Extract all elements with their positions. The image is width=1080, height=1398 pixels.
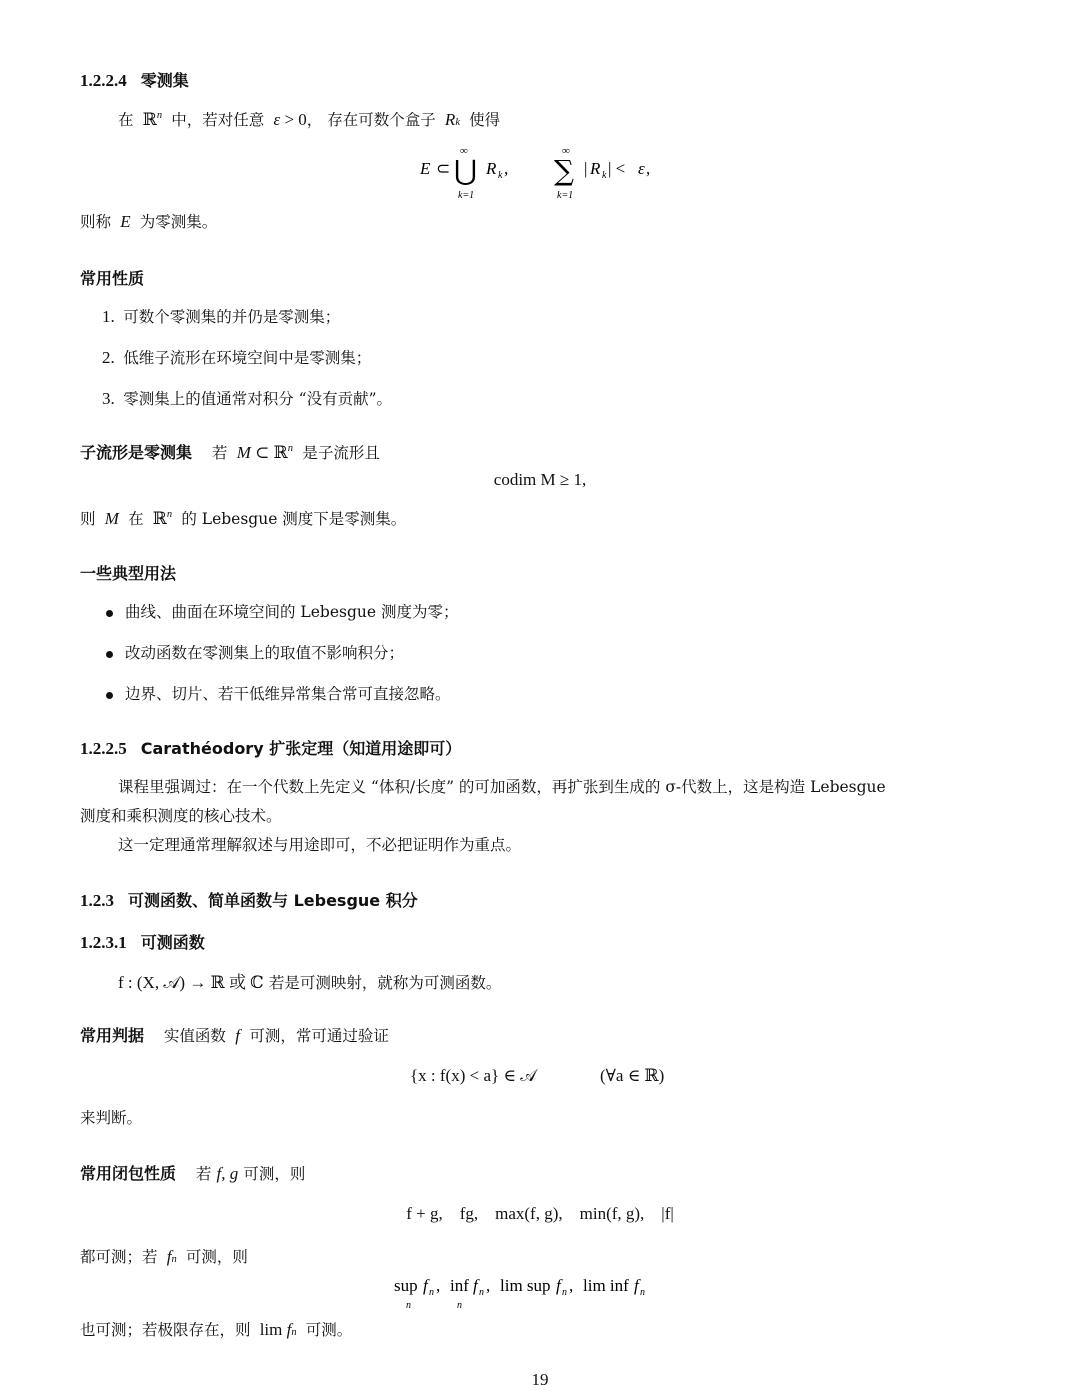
item-text: 改动函数在零测集上的取值不影响积分； bbox=[125, 644, 405, 662]
usage-item bbox=[106, 641, 404, 663]
section-title: Carathéodory 扩张定理（知道用途即可） bbox=[140, 739, 462, 758]
svg-text:sup: sup bbox=[394, 1276, 418, 1295]
item-text: 可数个零测集的并仍是零测集； bbox=[123, 308, 341, 326]
item-text: 低维子流形在环境空间中是零测集； bbox=[123, 349, 372, 367]
section-number: 1.2.3 bbox=[80, 891, 114, 910]
null-set-conclusion: 则称 E 为零测集。 bbox=[80, 212, 218, 231]
svg-text:,: , bbox=[436, 1276, 441, 1295]
closure-end: 也可测；若极限存在，则 lim fn 可测。 bbox=[80, 1320, 353, 1339]
svg-text:R: R bbox=[486, 159, 497, 178]
section-heading-123 bbox=[80, 888, 418, 911]
property-item: 3. 零测集上的值通常对积分 “没有贡献”。 bbox=[102, 389, 393, 408]
paragraph-heading: 常用判据 bbox=[80, 1026, 145, 1045]
text: 则称 bbox=[80, 213, 112, 231]
submanifold-statement: 子流形是零测集 若 M ⊂ ℝ$^n$ 是子流形且 bbox=[80, 443, 380, 462]
criterion-statement: 常用判据 实值函数 f 可测，常可通过验证 bbox=[80, 1026, 389, 1045]
section-heading-1231 bbox=[80, 930, 205, 953]
svg-text:,: , bbox=[569, 1276, 574, 1295]
svg-text:⋃: ⋃ bbox=[454, 154, 477, 187]
svg-text:k: k bbox=[602, 170, 607, 181]
svg-text:ε: ε bbox=[638, 159, 645, 178]
text: 可测，则 bbox=[185, 1248, 248, 1266]
caratheodory-line2: 测度和乘积测度的核心技术。 bbox=[80, 807, 282, 825]
text: 若 bbox=[195, 1165, 212, 1183]
formula-graphic bbox=[392, 1270, 692, 1312]
section-title: 可测函数 bbox=[140, 933, 205, 952]
svg-text:f: f bbox=[473, 1276, 478, 1295]
bullet-icon bbox=[106, 610, 113, 617]
usage-item bbox=[106, 682, 451, 704]
svg-text:,: , bbox=[504, 159, 509, 178]
section-heading-1224 bbox=[80, 68, 189, 91]
measurable-definition bbox=[118, 968, 501, 993]
svg-text:k=1: k=1 bbox=[458, 190, 475, 201]
usage-item bbox=[106, 600, 458, 622]
formula-vars: f, g bbox=[216, 1164, 239, 1183]
section-number: 1.2.2.5 bbox=[80, 739, 127, 758]
item-text: 边界、切片、若干低维异常集合常可直接忽略。 bbox=[125, 685, 451, 703]
text: 都可测；若 bbox=[80, 1248, 158, 1266]
svg-text:lim inf: lim inf bbox=[583, 1276, 629, 1295]
svg-text:n: n bbox=[640, 1287, 645, 1298]
paragraph-heading: 子流形是零测集 bbox=[80, 443, 193, 462]
text: 可测，常可通过验证 bbox=[249, 1027, 389, 1045]
text: 若是可测映射，就称为可测函数。 bbox=[268, 974, 502, 992]
svg-text:∞: ∞ bbox=[460, 145, 468, 157]
svg-text:lim sup: lim sup bbox=[500, 1276, 551, 1295]
text: 也可测；若极限存在，则 bbox=[80, 1321, 251, 1339]
svg-text:n: n bbox=[479, 1287, 484, 1298]
svg-text:inf: inf bbox=[450, 1276, 469, 1295]
property-item: 1. 可数个零测集的并仍是零测集； bbox=[102, 307, 341, 326]
svg-text:f: f bbox=[423, 1276, 428, 1295]
sup-inf-formula bbox=[392, 1270, 692, 1316]
closure-statement bbox=[80, 1161, 305, 1184]
item-text: 零测集上的值通常对积分 “没有贡献”。 bbox=[123, 390, 393, 408]
text: 则 bbox=[80, 510, 96, 528]
text: 存在可数个盒子 bbox=[327, 111, 436, 129]
codim-formula: codim M ≥ 1, bbox=[493, 470, 587, 489]
paragraph-heading: 常用闭包性质 bbox=[80, 1164, 177, 1183]
svg-text:∑: ∑ bbox=[554, 154, 574, 187]
svg-text:n: n bbox=[457, 1300, 462, 1311]
bullet-icon bbox=[106, 651, 113, 658]
svg-text:⊂: ⊂ bbox=[436, 159, 451, 178]
svg-text:f: f bbox=[634, 1276, 639, 1295]
text: 是子流形且 bbox=[302, 444, 380, 462]
null-set-formula bbox=[420, 142, 680, 202]
page-number: 19 bbox=[531, 1370, 549, 1389]
submanifold-conclusion: 则 M 在 ℝ$^n$ 的 Lebesgue 测度下是零测集。 bbox=[80, 509, 407, 528]
text: 中，若对任意 bbox=[171, 111, 265, 129]
section-number: 1.2.2.4 bbox=[80, 71, 127, 90]
svg-text:k=1: k=1 bbox=[557, 190, 574, 201]
criterion-condition: (∀a ∈ ℝ) bbox=[600, 1066, 665, 1085]
property-item: 2. 低维子流形在环境空间中是零测集； bbox=[102, 348, 372, 367]
item-text: 曲线、曲面在环境空间的 Lebesgue 测度为零； bbox=[125, 603, 459, 621]
text: 可测。 bbox=[305, 1321, 353, 1339]
text: 可测，则 bbox=[243, 1165, 306, 1183]
formula-graphic bbox=[420, 142, 680, 202]
svg-text:R: R bbox=[590, 159, 601, 178]
bullet-icon bbox=[106, 692, 113, 699]
svg-text:k: k bbox=[498, 170, 503, 181]
svg-text:n: n bbox=[562, 1287, 567, 1298]
section-title: 零测集 bbox=[140, 71, 189, 90]
section-number: 1.2.3.1 bbox=[80, 933, 127, 952]
section-heading-1225 bbox=[80, 736, 461, 759]
svg-text:n: n bbox=[406, 1300, 411, 1311]
formula: f : (X, 𝒜) → ℝ 或 ℂ bbox=[118, 973, 264, 992]
svg-text:f: f bbox=[556, 1276, 561, 1295]
text: 若 bbox=[211, 444, 228, 462]
svg-text:n: n bbox=[429, 1287, 434, 1298]
closure-mid: 都可测；若 fn 可测，则 bbox=[80, 1247, 248, 1266]
criterion-formula: {x : f(x) < a} ∈ 𝒜 bbox=[410, 1066, 537, 1085]
closure-formula: f + g, fg, max(f, g), min(f, g), |f| bbox=[406, 1204, 674, 1223]
svg-text:|: | bbox=[584, 159, 588, 178]
svg-text:∞: ∞ bbox=[562, 145, 570, 157]
caratheodory-line1: 课程里强调过：在一个代数上先定义 “体积/长度” 的可加函数，再扩张到生成的 σ-代数上，这是构造 Lebesgue bbox=[118, 778, 886, 796]
usage-heading: 一些典型用法 bbox=[80, 564, 177, 583]
svg-text:,: , bbox=[486, 1276, 491, 1295]
caratheodory-line3: 这一定理通常理解叙述与用途即可，不必把证明作为重点。 bbox=[118, 836, 522, 854]
svg-text:,: , bbox=[646, 159, 651, 178]
properties-heading: 常用性质 bbox=[80, 269, 145, 288]
null-set-intro: 在 ℝ$^n$ 中，若对任意 ε > 0， 存在可数个盒子 Rk 使得 bbox=[118, 110, 501, 129]
text: 为零测集。 bbox=[139, 213, 218, 231]
text: 在 bbox=[128, 510, 144, 528]
text: 的 Lebesgue 测度下是零测集。 bbox=[181, 510, 407, 528]
text: 实值函数 bbox=[163, 1027, 226, 1045]
text: 使得 bbox=[469, 111, 501, 129]
svg-text:| <: | < bbox=[608, 159, 626, 178]
section-title: 可测函数、简单函数与 Lebesgue 积分 bbox=[128, 891, 418, 910]
text: 在 bbox=[118, 111, 134, 129]
svg-text:E: E bbox=[420, 159, 431, 178]
criterion-end: 来判断。 bbox=[80, 1109, 143, 1127]
